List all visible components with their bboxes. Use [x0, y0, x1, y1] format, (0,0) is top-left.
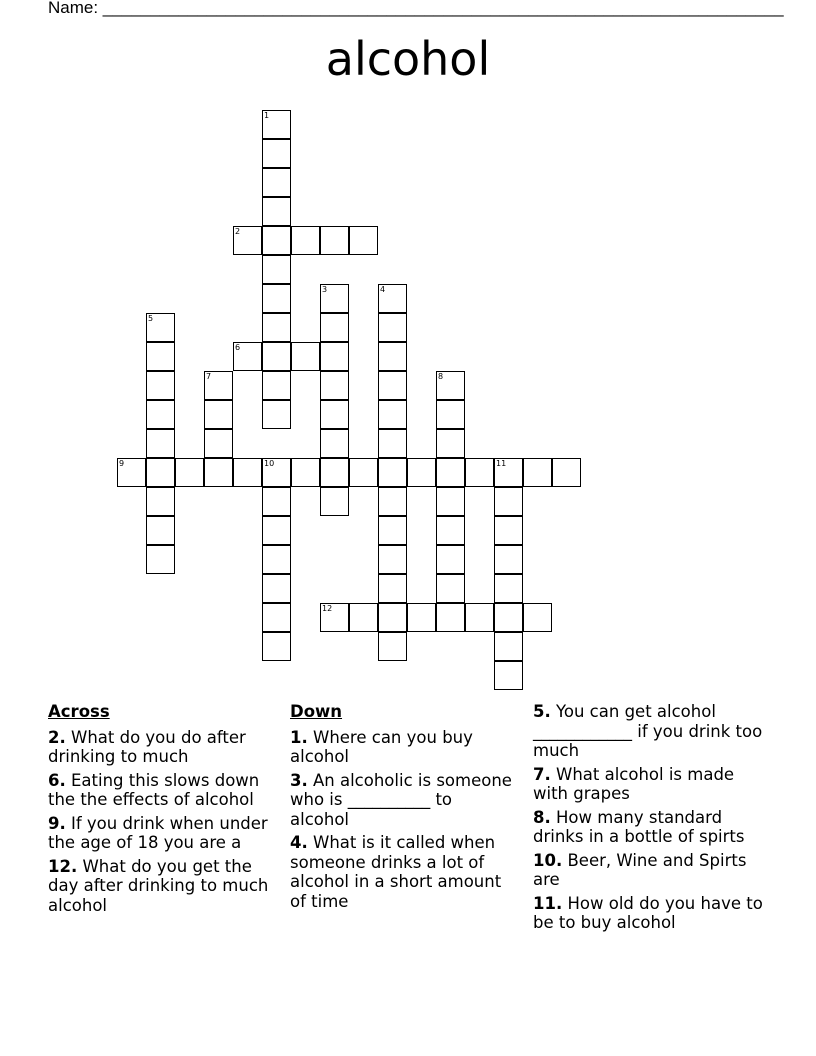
grid-cell[interactable]	[378, 429, 407, 458]
clue-down-5: 5. You can get alcohol ____________ if you drink too much	[533, 702, 763, 760]
grid-cell[interactable]	[262, 139, 291, 168]
grid-cell[interactable]	[175, 458, 204, 487]
grid-cell[interactable]	[204, 458, 233, 487]
grid-cell[interactable]	[436, 516, 465, 545]
grid-cell[interactable]	[146, 516, 175, 545]
grid-cell[interactable]	[146, 313, 175, 342]
across-heading: Across	[48, 702, 110, 721]
grid-cell[interactable]	[146, 487, 175, 516]
clue-number: 3	[322, 285, 328, 294]
grid-cell[interactable]	[378, 603, 407, 632]
grid-cell[interactable]	[378, 516, 407, 545]
grid-cell[interactable]	[523, 458, 552, 487]
grid-cell[interactable]	[378, 545, 407, 574]
grid-cell[interactable]	[262, 487, 291, 516]
grid-cell[interactable]	[320, 603, 349, 632]
grid-cell[interactable]	[494, 458, 523, 487]
grid-cell[interactable]	[146, 429, 175, 458]
clue-number: 2	[235, 227, 241, 236]
grid-cell[interactable]	[494, 516, 523, 545]
grid-cell[interactable]	[378, 487, 407, 516]
grid-cell[interactable]	[320, 371, 349, 400]
grid-cell[interactable]	[233, 458, 262, 487]
grid-cell[interactable]	[349, 458, 378, 487]
grid-cell[interactable]	[262, 516, 291, 545]
grid-cell[interactable]	[349, 226, 378, 255]
grid-cell[interactable]	[349, 603, 378, 632]
grid-cell[interactable]	[233, 226, 262, 255]
grid-cell[interactable]	[494, 632, 523, 661]
grid-cell[interactable]	[262, 458, 291, 487]
grid-cell[interactable]	[320, 487, 349, 516]
grid-cell[interactable]	[291, 226, 320, 255]
grid-cell[interactable]	[262, 342, 291, 371]
grid-cell[interactable]	[523, 603, 552, 632]
grid-cell[interactable]	[494, 603, 523, 632]
grid-cell[interactable]	[494, 487, 523, 516]
clue-down-10: 10. Beer, Wine and Spirts are	[533, 850, 747, 889]
grid-cell[interactable]	[146, 371, 175, 400]
grid-cell[interactable]	[436, 603, 465, 632]
grid-cell[interactable]	[262, 284, 291, 313]
grid-cell[interactable]	[262, 168, 291, 197]
grid-cell[interactable]	[204, 400, 233, 429]
grid-cell[interactable]	[320, 429, 349, 458]
grid-cell[interactable]	[262, 255, 291, 284]
grid-cell[interactable]	[146, 342, 175, 371]
grid-cell[interactable]	[494, 545, 523, 574]
grid-cell[interactable]	[320, 313, 349, 342]
grid-cell[interactable]	[378, 632, 407, 661]
grid-cell[interactable]	[146, 458, 175, 487]
grid-cell[interactable]	[407, 458, 436, 487]
grid-cell[interactable]	[291, 458, 320, 487]
grid-cell[interactable]	[146, 545, 175, 574]
clue-across-6: 6. Eating this slows down the the effects of alcohol	[48, 770, 260, 809]
grid-cell[interactable]	[262, 603, 291, 632]
clue-number: 7	[206, 372, 212, 381]
down-heading: Down	[290, 702, 343, 721]
clue-down-3: 3. An alcoholic is someone who is __________ to alcohol	[290, 770, 512, 829]
clues-down-column	[290, 702, 515, 915]
grid-cell[interactable]	[436, 545, 465, 574]
clue-number: 4	[380, 285, 386, 294]
grid-cell[interactable]	[262, 632, 291, 661]
grid-cell[interactable]	[262, 400, 291, 429]
grid-cell[interactable]	[378, 371, 407, 400]
clue-number: 11	[496, 459, 507, 468]
grid-cell[interactable]	[262, 197, 291, 226]
grid-cell[interactable]	[436, 429, 465, 458]
grid-cell[interactable]	[552, 458, 581, 487]
grid-cell[interactable]	[320, 284, 349, 313]
grid-cell[interactable]	[262, 545, 291, 574]
grid-cell[interactable]	[320, 458, 349, 487]
clue-number: 10	[264, 459, 275, 468]
grid-cell[interactable]	[436, 371, 465, 400]
clue-number: 6	[235, 343, 241, 352]
grid-cell[interactable]	[436, 400, 465, 429]
clue-down-8: 8. How many standard drinks in a bottle of spirts	[533, 807, 745, 846]
grid-cell[interactable]	[465, 603, 494, 632]
grid-cell[interactable]	[262, 371, 291, 400]
grid-cell[interactable]	[494, 574, 523, 603]
grid-cell[interactable]	[146, 400, 175, 429]
page-title: alcohol	[325, 32, 491, 86]
clues-across-column	[48, 702, 278, 919]
grid-cell[interactable]	[204, 429, 233, 458]
clue-number: 1	[264, 111, 270, 120]
clue-number: 12	[322, 604, 333, 613]
clue-across-9: 9. If you drink when under the age of 18 you are a	[48, 813, 268, 852]
grid-cell[interactable]	[320, 226, 349, 255]
grid-cell[interactable]	[436, 487, 465, 516]
grid-cell[interactable]	[465, 458, 494, 487]
clues-down-column-continued	[533, 702, 771, 937]
grid-cell[interactable]	[407, 603, 436, 632]
grid-cell[interactable]	[320, 400, 349, 429]
grid-cell[interactable]	[378, 400, 407, 429]
grid-cell[interactable]	[494, 661, 523, 690]
clue-down-4: 4. What is it called when someone drinks a lot of alcohol in a short amount of time	[290, 833, 502, 911]
grid-cell[interactable]	[262, 313, 291, 342]
grid-cell[interactable]	[378, 313, 407, 342]
grid-cell[interactable]	[117, 458, 146, 487]
grid-cell[interactable]	[378, 458, 407, 487]
clue-number: 8	[438, 372, 444, 381]
clue-down-7: 7. What alcohol is made with grapes	[533, 764, 735, 803]
grid-cell[interactable]	[378, 284, 407, 313]
grid-cell[interactable]	[291, 342, 320, 371]
grid-cell[interactable]	[436, 458, 465, 487]
clue-across-12: 12. What do you get the day after drinking to much alcohol	[48, 856, 269, 915]
grid-cell[interactable]	[378, 574, 407, 603]
grid-cell[interactable]	[378, 342, 407, 371]
clue-across-2: 2. What do you do after drinking to much	[48, 727, 246, 766]
grid-cell[interactable]	[204, 371, 233, 400]
grid-cell[interactable]	[262, 574, 291, 603]
grid-cell[interactable]	[233, 342, 262, 371]
clue-number: 9	[119, 459, 125, 468]
clue-down-1: 1. Where can you buy alcohol	[290, 727, 473, 766]
clue-number: 5	[148, 314, 154, 323]
name-line: Name: ________________________________________________________________________	[48, 0, 784, 17]
grid-cell[interactable]	[262, 226, 291, 255]
grid-cell[interactable]	[262, 110, 291, 139]
grid-cell[interactable]	[320, 342, 349, 371]
clue-down-11: 11. How old do you have to be to buy alcohol	[533, 893, 763, 932]
grid-cell[interactable]	[436, 574, 465, 603]
